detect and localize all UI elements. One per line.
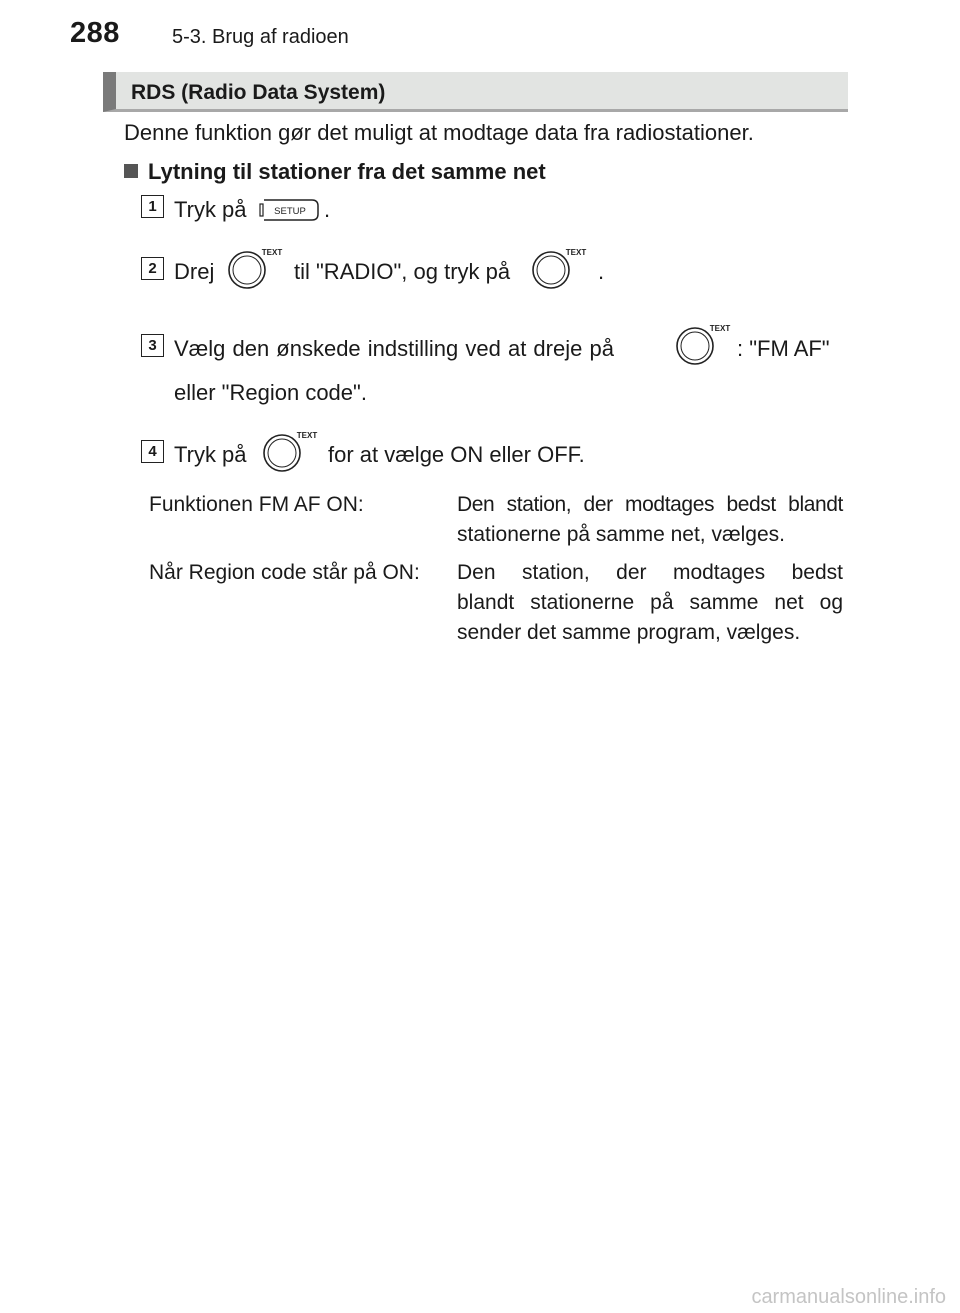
step-number-3: 3	[141, 334, 164, 357]
step-3-text-a: Vælg den ønskede indstilling ved at dreje på	[174, 336, 614, 361]
tune-knob-icon	[260, 429, 324, 473]
step-number-2: 2	[141, 257, 164, 280]
step-4-text-b: for at vælge ON eller OFF.	[328, 442, 585, 467]
definition-line: Den station, der modtages bedst	[457, 561, 843, 584]
watermark: carmanualsonline.info	[751, 1286, 946, 1308]
definition-line: blandt stationerne på samme net og	[457, 591, 843, 614]
definition-line: stationerne på samme net, vælges.	[457, 523, 786, 546]
intro-text: Denne funktion gør det muligt at modtage data fra radiostationer.	[124, 120, 754, 145]
step-1-text-a: Tryk på	[174, 197, 247, 222]
definition-line: sender det samme program, vælges.	[457, 621, 801, 644]
step-2-text-b: til "RADIO", og tryk på	[294, 259, 511, 284]
knob-text-label: TEXT	[261, 248, 283, 257]
step-3-text-b: : "FM AF"	[737, 336, 830, 361]
section-heading: RDS (Radio Data System)	[131, 81, 386, 104]
bullet-square-icon	[124, 164, 138, 178]
step-1-text-b: .	[324, 197, 331, 222]
step-number-1: 1	[141, 195, 164, 218]
step-number-4: 4	[141, 440, 164, 463]
definition-term: Når Region code står på ON:	[149, 561, 420, 584]
tune-knob-icon	[673, 322, 737, 366]
tune-knob-icon	[225, 246, 289, 290]
section-heading-bar	[103, 72, 848, 112]
knob-text-label: TEXT	[565, 248, 587, 257]
knob-text-label: TEXT	[709, 324, 731, 333]
section-title: 5-3. Brug af radioen	[172, 26, 349, 48]
step-2-text-c: .	[598, 259, 605, 284]
step-3-text-c: eller "Region code".	[174, 380, 367, 405]
subheading	[124, 159, 546, 185]
definition-line: Den station, der modtages bedst blandt	[457, 493, 843, 516]
page-number: 288	[70, 17, 120, 49]
step-2-text-a: Drej	[174, 259, 215, 284]
setup-button-icon	[258, 198, 320, 222]
definition-term: Funktionen FM AF ON:	[149, 493, 364, 516]
definition-description	[457, 490, 843, 550]
definition-description	[457, 558, 843, 648]
tune-knob-icon	[529, 246, 593, 290]
knob-text-label: TEXT	[296, 431, 318, 440]
step-4-text-a: Tryk på	[174, 442, 247, 467]
setup-label: SETUP	[274, 206, 306, 217]
subheading-text: Lytning til stationer fra det samme net	[148, 159, 546, 184]
